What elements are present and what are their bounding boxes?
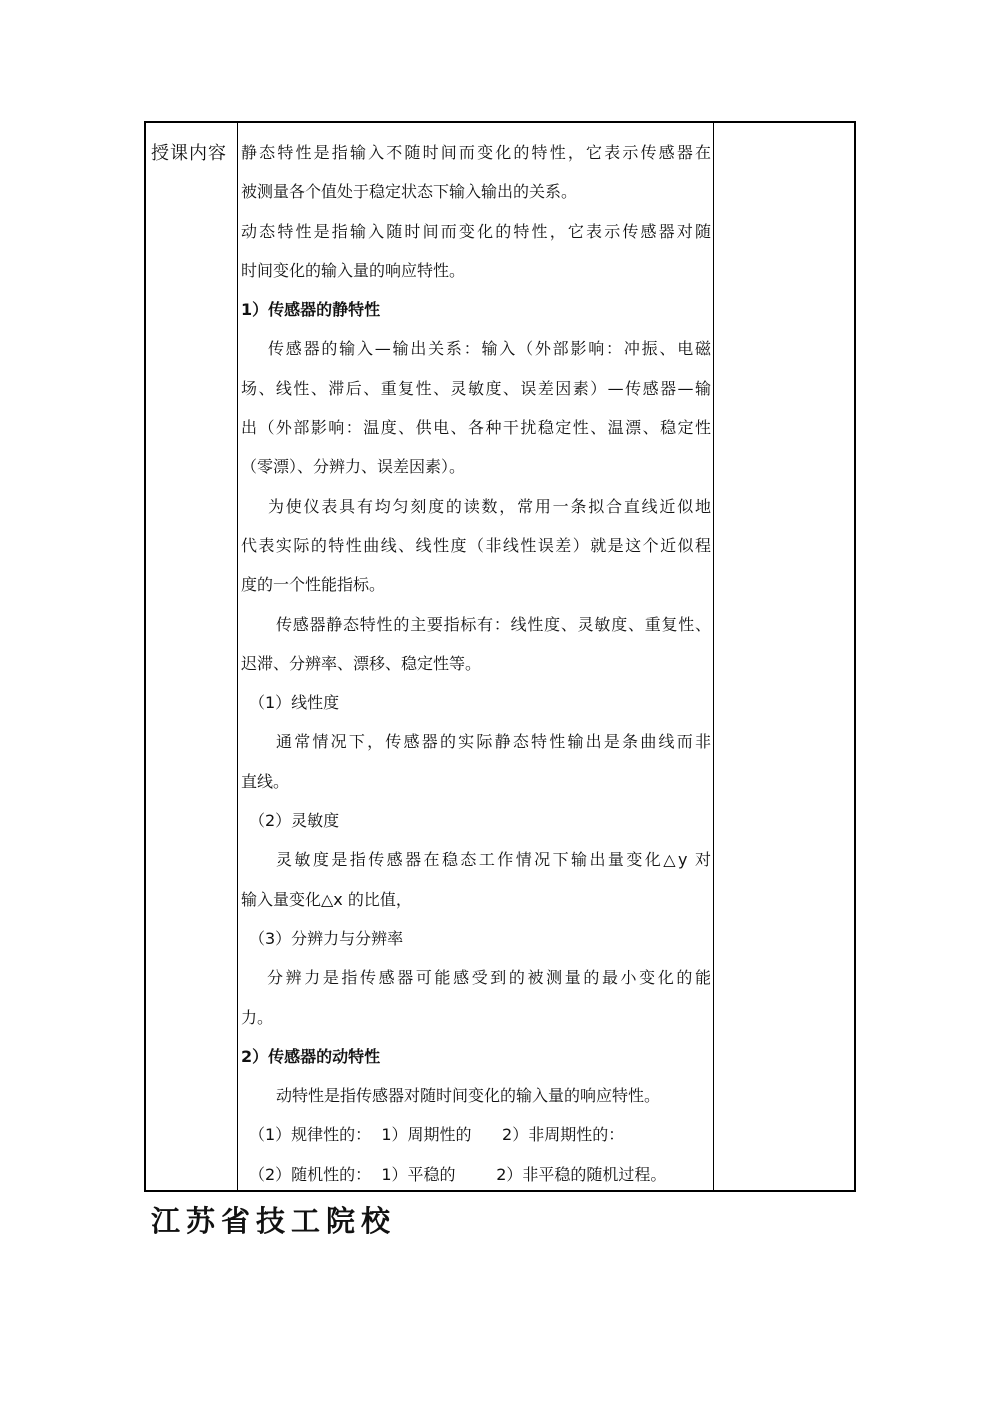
content-line: 出（外部影响：温度、供电、各种干扰稳定性、温漂、稳定性 [241,418,711,438]
content-line: 度的一个性能指标。 [241,575,386,595]
content-line: （2）随机性的： 1）平稳的 2）非平稳的随机过程。 [249,1164,667,1184]
section-heading: 2）传感器的动特性 [241,1046,381,1066]
content-line: 场、线性、滞后、重复性、灵敏度、误差因素）—传感器—输 [241,378,711,398]
content-line: （1）规律性的： 1）周期性的 2）非周期性的： [249,1125,625,1145]
content-line: （零漂）、分辨力、误差因素）。 [241,457,466,477]
label-column [146,123,238,1190]
content-line: 代表实际的特性曲线、线性度（非线性误差）就是这个近似程 [241,535,711,555]
content-line: 传感器的输入—输出关系：输入（外部影响：冲振、电磁 [268,339,711,359]
lesson-content [241,133,711,1194]
content-line: 迟滞、分辨率、漂移、稳定性等。 [241,653,482,673]
content-line: 通常情况下，传感器的实际静态特性输出是条曲线而非 [276,732,711,752]
content-line: 力。 [241,1007,274,1027]
content-line: 时间变化的输入量的响应特性。 [241,260,466,280]
section-heading: 1）传感器的静特性 [241,300,381,320]
content-line: 输入量变化△x 的比值， [241,889,412,909]
content-line: 动态特性是指输入随时间而变化的特性，它表示传感器对随 [241,221,711,241]
row-label: 授课内容 [151,143,227,164]
subsection-heading: （2）灵敏度 [249,811,340,831]
content-line: 分辨力是指传感器可能感受到的被测量的最小变化的能 [267,968,711,988]
content-line: 传感器静态特性的主要指标有：线性度、灵敏度、重复性、 [276,614,711,634]
notes-column [713,123,856,1190]
subsection-heading: （1）线性度 [249,693,340,713]
content-line: 直线。 [241,771,290,791]
school-name: 江苏省技工院校 [151,1204,397,1238]
content-line: 被测量各个值处于稳定状态下输入输出的关系。 [241,182,578,202]
content-line: 灵敏度是指传感器在稳态工作情况下输出量变化△y 对 [276,850,711,870]
lesson-table [144,121,856,1192]
content-line: 静态特性是指输入不随时间而变化的特性，它表示传感器在 [241,143,711,162]
subsection-heading: （3）分辨力与分辨率 [249,928,404,948]
content-line: 动特性是指传感器对随时间变化的输入量的响应特性。 [276,1086,661,1106]
content-line: 为使仪表具有均匀刻度的读数，常用一条拟合直线近似地 [268,496,711,516]
